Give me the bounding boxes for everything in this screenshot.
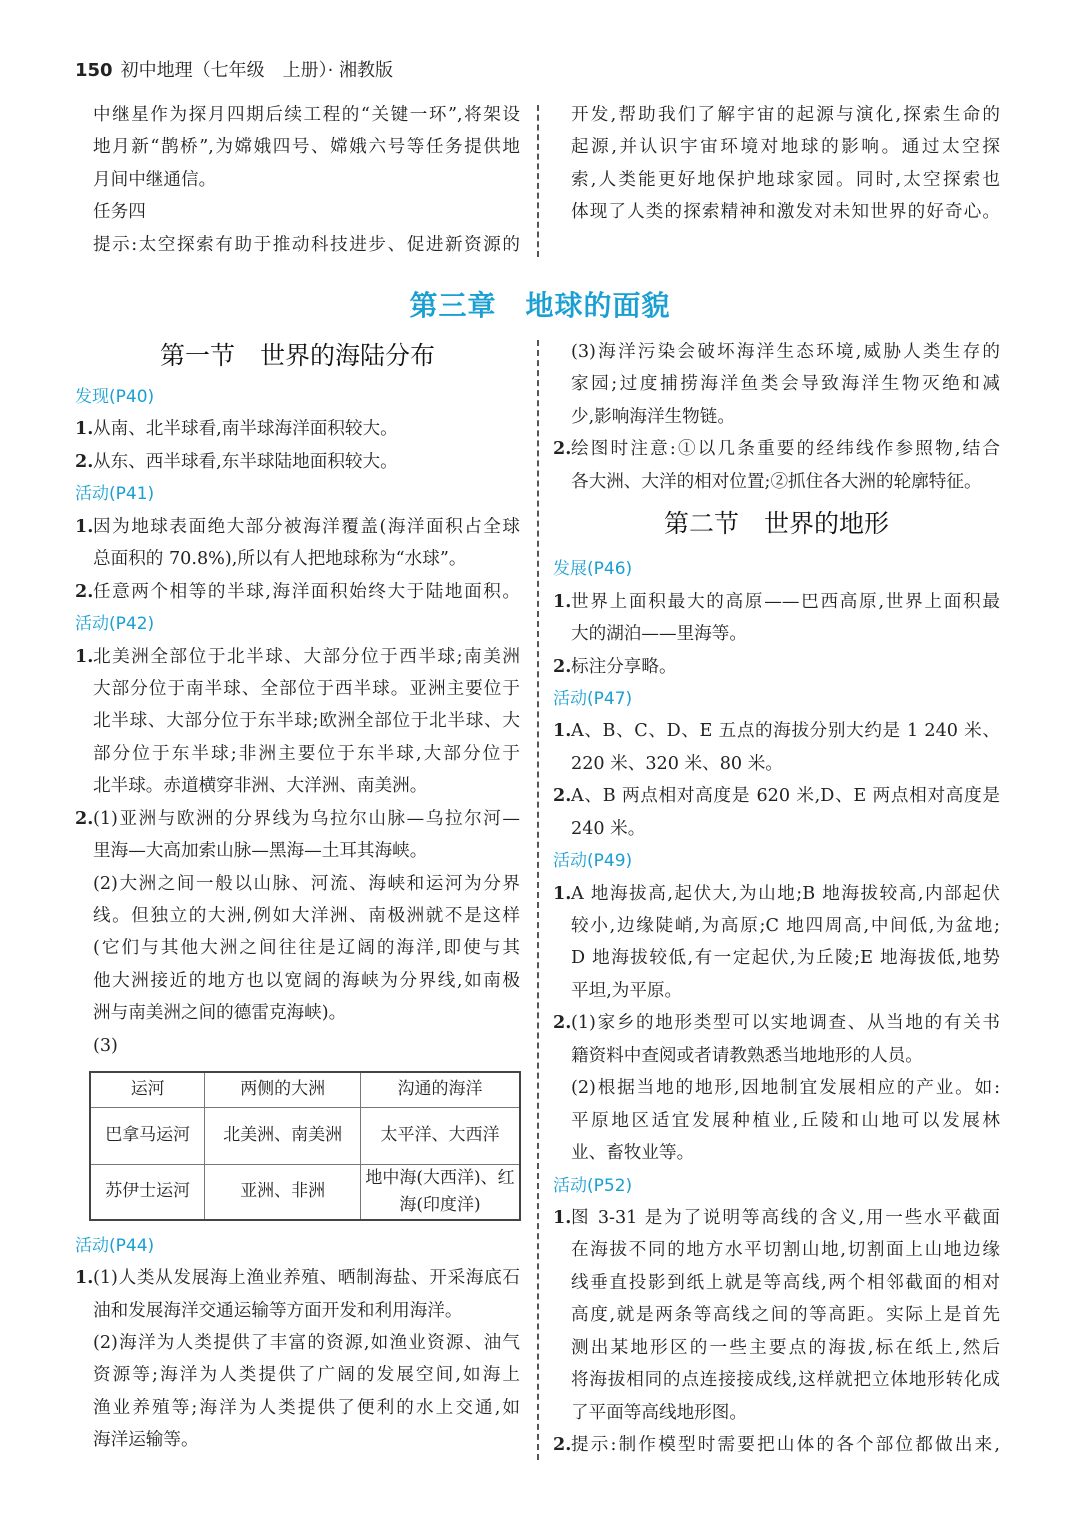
line-text: (2)根据当地的地形,因地制宜发展相应的产业。如: (571, 1078, 1000, 1099)
line-text: 业、畜牧业等。 (571, 1143, 695, 1164)
numbered-item (75, 511, 520, 543)
item-number: 1. (553, 1206, 572, 1228)
text-line (553, 1105, 1000, 1137)
item-number: 2. (75, 580, 94, 602)
numbered-item (553, 715, 1000, 747)
line-text: 240 米。 (571, 818, 646, 839)
item-number: 2. (553, 438, 572, 460)
text-line (75, 543, 520, 575)
numbered-item (553, 1429, 1000, 1461)
text-line (553, 910, 1000, 942)
table-header-row (90, 1072, 520, 1107)
text-line (553, 336, 1000, 368)
numbered-item (553, 878, 1000, 910)
table-header: 两侧的大洲 (205, 1072, 361, 1107)
text-line (553, 1137, 1000, 1169)
line-text: 世界上面积最大的高原——巴西高原,世界上面积最 (571, 591, 1000, 612)
text-line (75, 965, 520, 997)
line-text: 他大洲接近的地方也以宽阔的海峡为分界线,如南极 (93, 970, 520, 991)
item-number: 2. (75, 450, 94, 472)
text-line (75, 1392, 520, 1424)
line-text: 开发,帮助我们了解宇宙的起源与演化,探索生命的 (571, 105, 1000, 125)
line-text: 标注分享略。 (571, 656, 677, 677)
line-text: 因为地球表面绝大部分被海洋覆盖(海洋面积占全球 (93, 516, 520, 537)
text-line (553, 1397, 1000, 1429)
numbered-item (553, 1202, 1000, 1234)
line-text: 任务四 (93, 202, 146, 223)
activity-label: 活动(P52) (553, 1175, 633, 1196)
item-number: 1. (553, 720, 572, 742)
activity-label: 发现(P40) (75, 387, 155, 407)
line-text: 大的湖泊——里海等。 (571, 624, 747, 645)
line-text: 起源,并认识宇宙环境对地球的影响。通过太空探 (571, 137, 1000, 158)
left-column (75, 336, 520, 1457)
table-cell: 苏伊士运河 (90, 1164, 205, 1220)
table-cell: 北美洲、南美洲 (205, 1107, 361, 1164)
text-line (75, 1327, 520, 1359)
book-title: 初中地理（七年级 上册）· 湘教版 (120, 60, 394, 81)
text-line (75, 997, 520, 1029)
text-line (553, 1072, 1000, 1104)
line-text: 图 3-31 是为了说明等高线的含义,用一些水平截面 (571, 1207, 1000, 1228)
table-row (90, 1164, 520, 1220)
item-number: 2. (553, 655, 572, 677)
text-line (75, 705, 520, 737)
line-text: 将海拔相同的点连接接成线,这样就把立体地形转化成 (571, 1370, 1000, 1391)
line-text: 提示:制作模型时需要把山体的各个部位都做出来, (571, 1435, 1000, 1455)
text-line (553, 975, 1000, 1007)
line-text: (1)人类从发展海上渔业养殖、晒制海盐、开采海底石 (93, 1268, 520, 1289)
text-line (553, 1364, 1000, 1396)
line-text: 体现了人类的探索精神和激发对未知世界的好奇心。 (571, 202, 1000, 223)
line-text: 资源等;海洋为人类提供了广阔的发展空间,如海上 (93, 1365, 520, 1386)
item-number: 1. (553, 590, 572, 612)
text-line (553, 466, 1000, 498)
line-text: A 地海拔高,起伏大,为山地;B 地海拔较高,内部起伏 (571, 883, 1000, 904)
line-text: 籍资料中查阅或者请教熟悉当地地形的人员。 (571, 1045, 923, 1066)
line-text: 大部分位于南半球、全部位于西半球。亚洲主要位于 (93, 678, 520, 699)
line-text: 月间中继通信。 (93, 169, 217, 190)
table-row (90, 1107, 520, 1164)
text-line (75, 1030, 520, 1062)
text-line (75, 868, 520, 900)
item-number: 1. (553, 882, 572, 904)
table-cell: 亚洲、非洲 (205, 1164, 361, 1220)
activity-label: 活动(P44) (75, 1235, 155, 1256)
top-left-column (75, 99, 520, 261)
text-line (75, 835, 520, 867)
text-line (553, 164, 1000, 196)
line-text: 北半球、大部分位于东半球;欧洲全部位于北半球、大 (93, 711, 520, 732)
text-line (75, 1359, 520, 1391)
line-text: 中继星作为探月四期后续工程的“关键一环”,将架设 (93, 105, 520, 125)
text-line (553, 1267, 1000, 1299)
numbered-item (553, 586, 1000, 618)
activity-label: 发展(P46) (553, 559, 633, 580)
left-answers-b (75, 1230, 520, 1457)
text-line (553, 1299, 1000, 1331)
text-line (75, 770, 520, 802)
numbered-item (75, 576, 520, 608)
line-text: (它们与其他大洲之间往往是辽阔的海洋,即使与其 (93, 938, 520, 959)
top-right-column (553, 99, 1000, 229)
line-text: 各大洲、大洋的相对位置;②抓住各大洲的轮廓特征。 (571, 471, 982, 492)
numbered-item (553, 780, 1000, 812)
line-text: 从东、西半球看,东半球陆地面积较大。 (93, 451, 398, 472)
item-number: 1. (75, 418, 94, 440)
text-line (75, 738, 520, 770)
table-cell: 太平洋、大西洋 (361, 1107, 521, 1164)
text-line (75, 131, 520, 163)
line-text: 总面积的 70.8%),所以有人把地球称为“水球”。 (93, 549, 467, 570)
line-text: (1)亚洲与欧洲的分界线为乌拉尔山脉—乌拉尔河— (93, 808, 520, 829)
line-text: 较小,边缘陡峭,为高原;C 地四周高,中间低,为盆地; (571, 916, 1000, 936)
line-text: 索,人类能更好地保护地球家园。同时,太空探索也 (571, 169, 1000, 190)
line-text: 平坦,为平原。 (571, 980, 683, 1001)
text-line (553, 942, 1000, 974)
text-line (553, 1332, 1000, 1364)
text-line (75, 164, 520, 196)
item-number: 1. (75, 645, 94, 667)
column-divider (537, 105, 539, 257)
item-number: 2. (553, 1012, 572, 1034)
numbered-item (75, 803, 520, 835)
line-text: (2)海洋为人类提供了丰富的资源,如渔业资源、油气 (93, 1333, 520, 1353)
column-divider (537, 340, 539, 1460)
line-text: 线。但独立的大洲,例如大洋洲、南极洲就不是这样 (93, 906, 520, 926)
text-line (75, 99, 520, 131)
text-line (75, 932, 520, 964)
line-text: 测出某地形区的一些主要点的海拔,标在纸上,然后 (571, 1337, 1000, 1358)
line-text: (3)海洋污染会破坏海洋生态环境,威胁人类生存的 (571, 342, 1000, 362)
line-text: 了平面等高线地形图。 (571, 1402, 747, 1423)
line-text: 部分位于东半球;非洲主要位于东半球,大部分位于 (93, 743, 520, 764)
item-number: 2. (553, 1434, 572, 1455)
page-number: 150 (75, 60, 113, 81)
line-text: 在海拔不同的地方水平切割山地,切割面上山地边缘 (571, 1240, 1000, 1261)
line-text: 提示:太空探索有助于推动科技进步、促进新资源的 (93, 234, 520, 255)
line-text: 高度,就是两条等高线之间的等高距。实际上是首先 (571, 1305, 1000, 1326)
chapter-title: 第三章 地球的面貌 (409, 289, 671, 322)
table-header: 沟通的海洋 (361, 1072, 521, 1107)
line-text: (1)家乡的地形类型可以实地调查、从当地的有关书 (571, 1013, 1000, 1034)
text-line (553, 131, 1000, 163)
numbered-item (553, 651, 1000, 683)
numbered-item (553, 433, 1000, 465)
numbered-item (75, 446, 520, 478)
line-text: 里海—大高加索山脉—黑海—土耳其海峡。 (93, 841, 428, 862)
line-text: 海洋运输等。 (93, 1430, 199, 1451)
item-number: 2. (553, 785, 572, 807)
text-line (553, 748, 1000, 780)
activity-label: 活动(P41) (75, 484, 155, 505)
numbered-item (75, 413, 520, 445)
item-number: 1. (75, 1267, 94, 1289)
section-title: 第二节 世界的地形 (663, 509, 889, 539)
table-cell: 地中海(大西洋)、红海(印度洋) (361, 1164, 521, 1220)
activity-label: 活动(P42) (75, 614, 155, 635)
line-text: 洲与南美洲之间的德雷克海峡)。 (93, 1003, 347, 1024)
text-line (553, 1040, 1000, 1072)
text-line (553, 618, 1000, 650)
line-text: (3) (93, 1035, 118, 1056)
line-text: 渔业养殖等;海洋为人类提供了便利的水上交通,如 (93, 1397, 520, 1418)
right-answers-b (553, 553, 1000, 1461)
table-cell: 巴拿马运河 (90, 1107, 205, 1164)
text-line (553, 813, 1000, 845)
text-line (553, 196, 1000, 228)
line-text: A、B、C、D、E 五点的海拔分别大约是 1 240 米、 (571, 721, 1000, 742)
text-line (553, 99, 1000, 131)
numbered-item (75, 641, 520, 673)
activity-label: 活动(P47) (553, 688, 633, 709)
line-text: 任意两个相等的半球,海洋面积始终大于陆地面积。 (93, 581, 520, 602)
text-line (75, 673, 520, 705)
line-text: 线垂直投影到纸上就是等高线,两个相邻截面的相对 (571, 1272, 1000, 1293)
line-text: 油和发展海洋交通运输等方面开发和利用海洋。 (93, 1300, 463, 1321)
text-line (75, 229, 520, 261)
line-text: A、B 两点相对高度是 620 米,D、E 两点相对高度是 (571, 786, 1000, 807)
numbered-item (553, 1007, 1000, 1039)
page-header (75, 56, 393, 82)
line-text: 地月新“鹊桥”,为嫦娥四号、嫦娥六号等任务提供地 (93, 137, 520, 158)
line-text: D 地海拔较低,有一定起伏,为丘陵;E 地海拔低,地势 (571, 948, 1000, 969)
text-line (75, 1424, 520, 1456)
numbered-item (75, 1262, 520, 1294)
line-text: 北半球。赤道横穿非洲、大洋洲、南美洲。 (93, 776, 428, 797)
text-line (553, 1234, 1000, 1266)
right-answers-a (553, 336, 1000, 498)
table-header: 运河 (90, 1072, 205, 1107)
left-answers-a (75, 381, 520, 1062)
line-text: 家园;过度捕捞海洋鱼类会导致海洋生物灭绝和减 (571, 374, 1000, 395)
right-column (553, 336, 1000, 1461)
text-line (553, 401, 1000, 433)
line-text: 平原地区适宜发展种植业,丘陵和山地可以发展林 (571, 1110, 1000, 1131)
text-line (75, 900, 520, 932)
item-number: 1. (75, 515, 94, 537)
line-text: 北美洲全部位于北半球、大部分位于西半球;南美洲 (93, 646, 520, 667)
line-text: (2)大洲之间一般以山脉、河流、海峡和运河为分界 (93, 873, 520, 894)
line-text: 绘图时注意:①以几条重要的经纬线作参照物,结合 (571, 439, 1000, 460)
line-text: 少,影响海洋生物链。 (571, 406, 735, 427)
canal-table (89, 1071, 521, 1221)
section-title: 第一节 世界的海陆分布 (159, 341, 435, 370)
activity-label: 活动(P49) (553, 851, 633, 872)
line-text: 从南、北半球看,南半球海洋面积较大。 (93, 419, 398, 440)
text-line (75, 1295, 520, 1327)
item-number: 2. (75, 807, 94, 829)
text-line (553, 368, 1000, 400)
text-line (75, 196, 520, 228)
line-text: 220 米、320 米、80 米。 (571, 753, 783, 774)
